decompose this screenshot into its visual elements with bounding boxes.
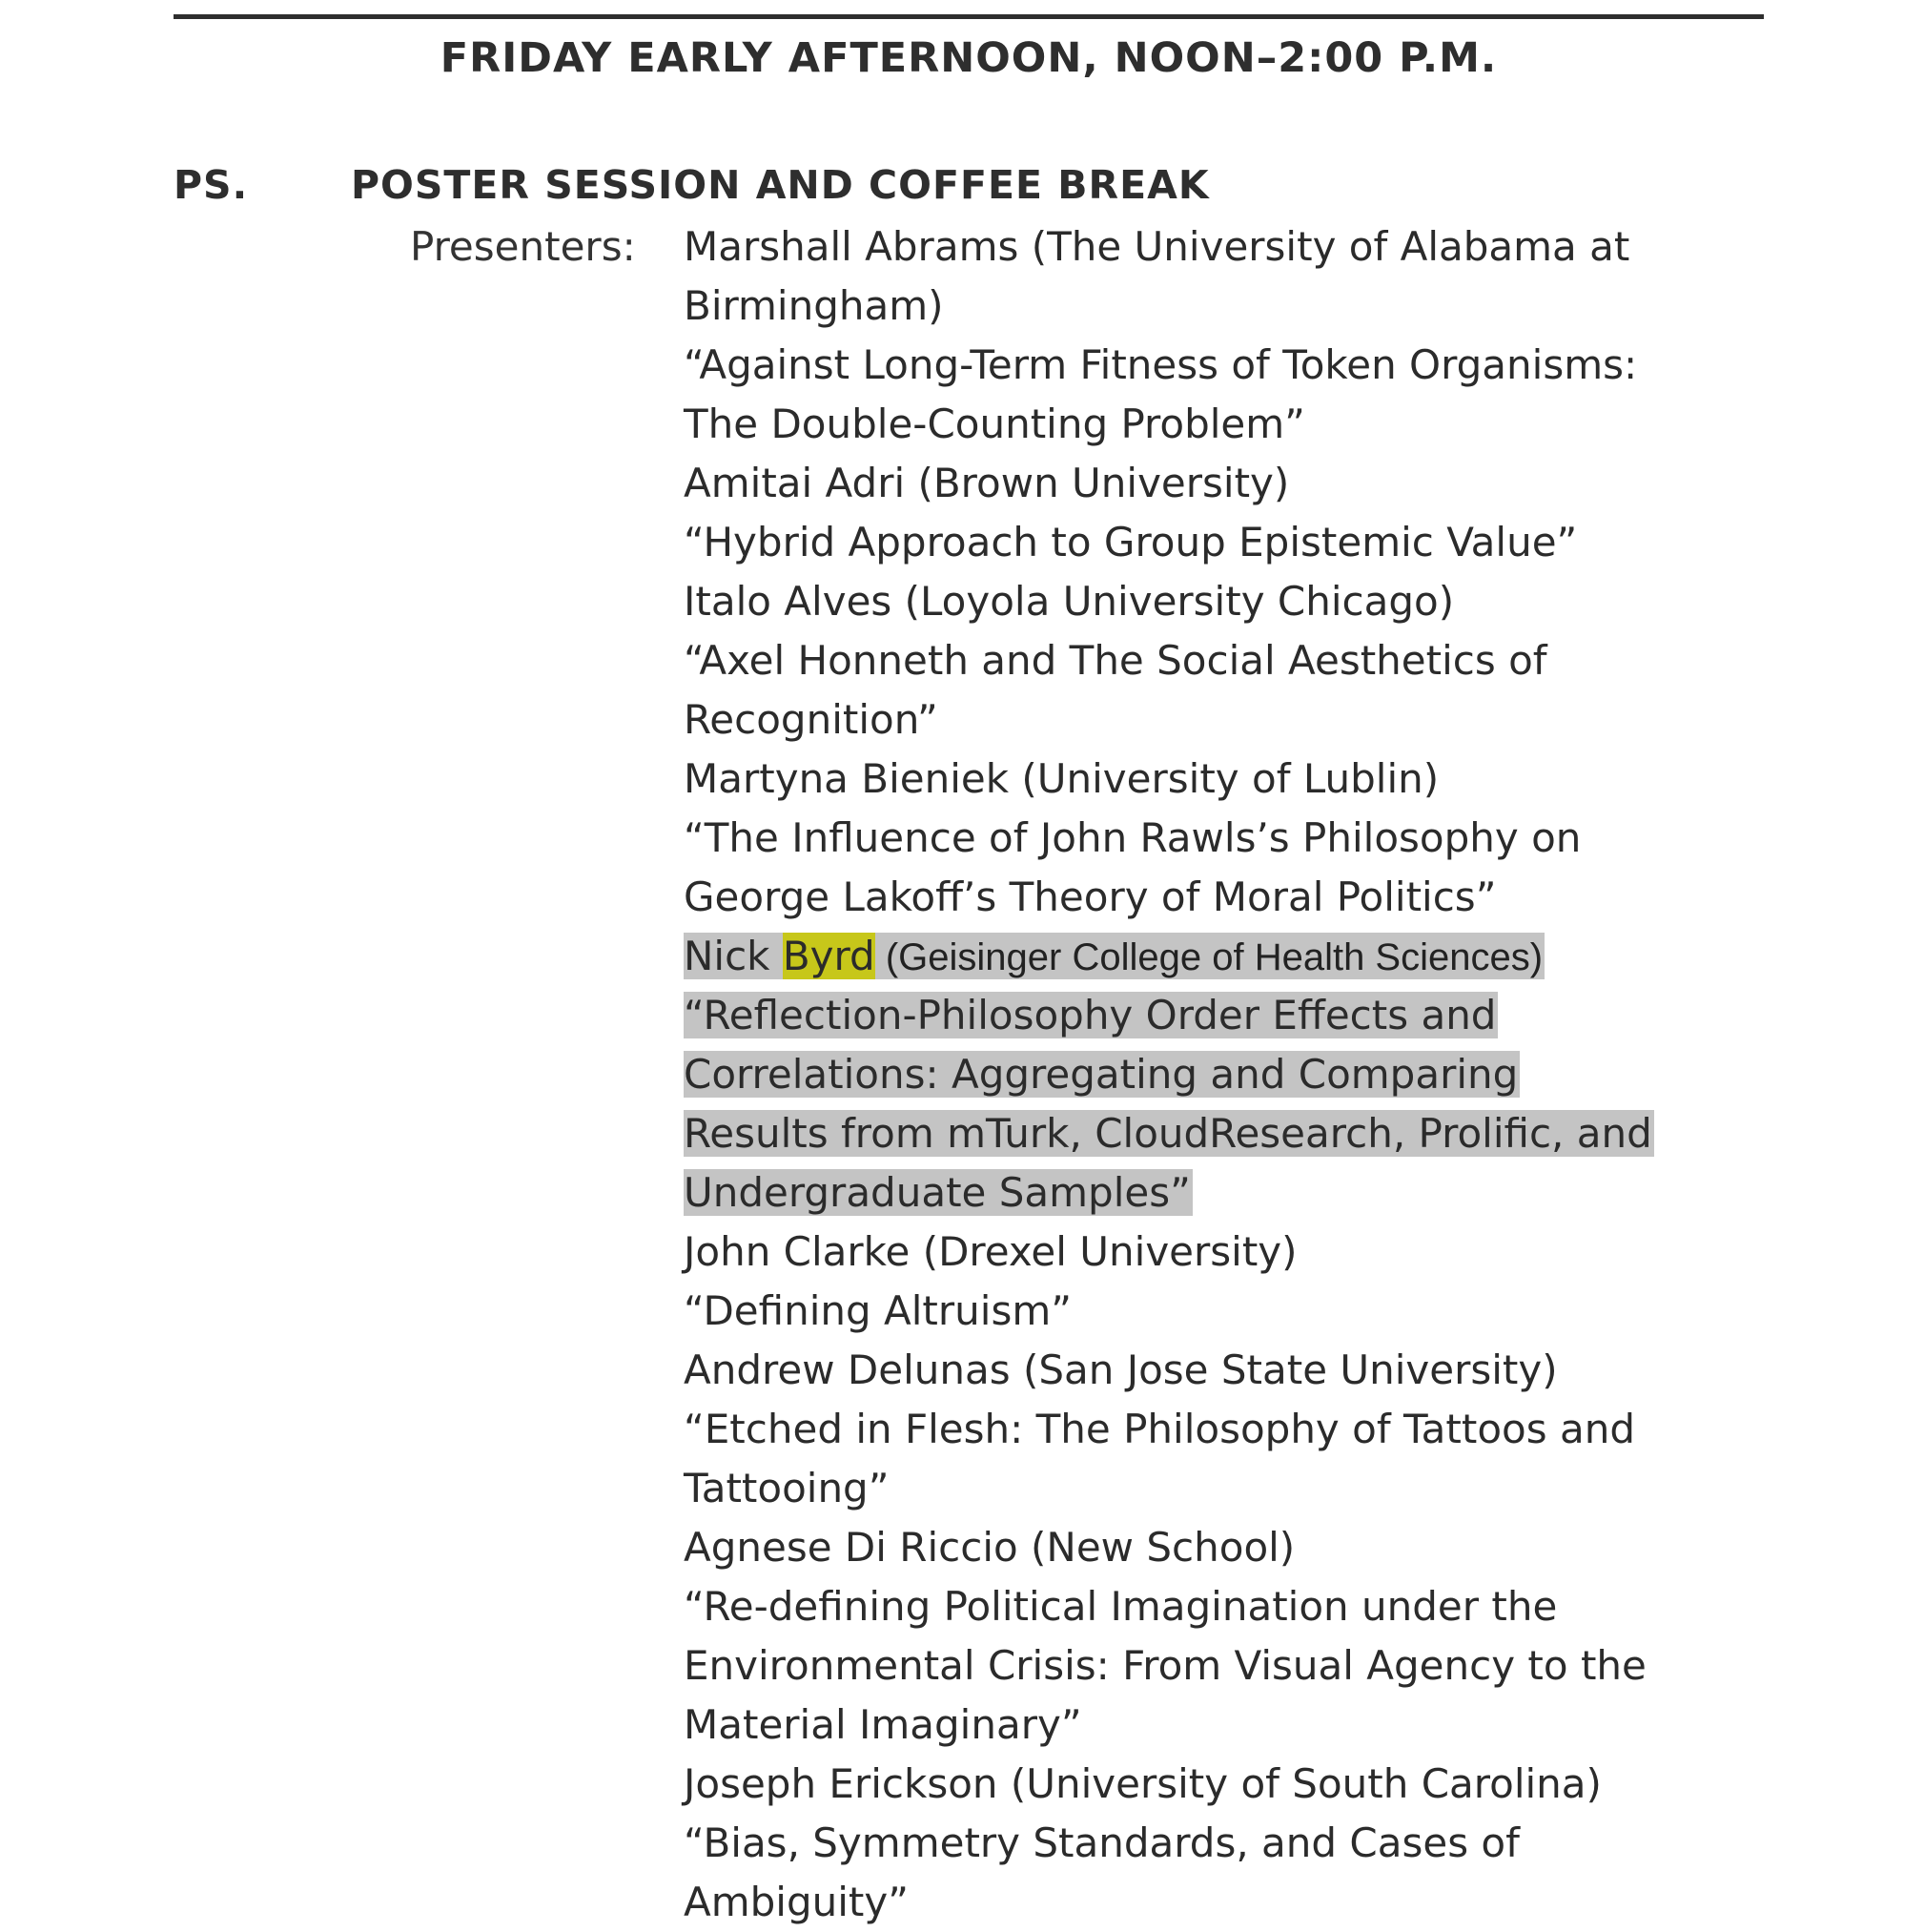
presenter-name-diriccio: Agnese Di Riccio (New School): [684, 1524, 1296, 1571]
paper-title-diriccio-1: “Re-defining Political Imagination under the: [684, 1583, 1558, 1630]
paper-title-clarke: “Defining Altruism”: [684, 1287, 1072, 1334]
presenter-affiliation-byrd: (Geisinger College of Health Sciences): [874, 936, 1544, 978]
paper-title-diriccio-3: Material Imaginary”: [684, 1701, 1082, 1748]
presenter-name-erickson: Joseph Erickson (University of South Carolina): [684, 1760, 1602, 1807]
presenter-name-abrams: Marshall Abrams (The University of Alabama at: [684, 223, 1630, 270]
paper-title-erickson-1: “Bias, Symmetry Standards, and Cases of: [684, 1819, 1520, 1866]
presenter-name-alves: Italo Alves (Loyola University Chicago): [684, 578, 1455, 625]
paper-title-byrd-2[interactable]: [684, 1045, 1742, 1104]
presenter-affiliation-abrams: Birmingham): [684, 282, 944, 329]
selected-text[interactable]: Correlations: Aggregating and Comparing: [684, 1051, 1519, 1098]
selection-highlight[interactable]: [684, 933, 1545, 979]
paper-title-erickson-2: Ambiguity”: [684, 1879, 910, 1925]
paper-title-abrams-1: “Against Long-Term Fitness of Token Organisms:: [684, 341, 1638, 388]
paper-title-byrd-4[interactable]: [684, 1163, 1742, 1223]
presenter-name-delunas: Andrew Delunas (San Jose State University): [684, 1346, 1558, 1393]
presenters-label: Presenters:: [410, 223, 636, 270]
paper-title-delunas-2: Tattooing”: [684, 1465, 890, 1511]
presenter-list: [684, 217, 1742, 1932]
session-code: PS.: [174, 162, 249, 208]
selected-text[interactable]: “Reflection-Philosophy Order Effects and: [684, 992, 1497, 1038]
presenter-name-bieniek: Martyna Bieniek (University of Lublin): [684, 755, 1440, 802]
paper-title-abrams-2: The Double-Counting Problem”: [684, 401, 1305, 447]
search-match-highlight[interactable]: Byrd: [782, 933, 875, 979]
page-title: FRIDAY EARLY AFTERNOON, NOON–2:00 P.M.: [440, 34, 1498, 82]
selected-text[interactable]: Results from mTurk, CloudResearch, Prolific, and: [684, 1110, 1652, 1157]
paper-title-alves-1: “Axel Honneth and The Social Aesthetics of: [684, 637, 1547, 684]
paper-title-alves-2: Recognition”: [684, 696, 938, 743]
paper-title-byrd-1[interactable]: [684, 986, 1742, 1045]
paper-title-byrd-3[interactable]: [684, 1104, 1742, 1163]
presenter-name-adri: Amitai Adri (Brown University): [684, 460, 1290, 506]
session-title: POSTER SESSION AND COFFEE BREAK: [351, 162, 1210, 208]
top-rule: [174, 14, 1764, 19]
presenter-name-byrd[interactable]: [684, 927, 1742, 986]
selected-text[interactable]: Undergraduate Samples”: [684, 1169, 1191, 1216]
paper-title-diriccio-2: Environmental Crisis: From Visual Agency to the: [684, 1642, 1647, 1689]
presenter-first-name-byrd: Nick: [684, 933, 783, 979]
paper-title-delunas-1: “Etched in Flesh: The Philosophy of Tattoos and: [684, 1406, 1635, 1452]
paper-title-bieniek-1: “The Influence of John Rawls’s Philosophy on: [684, 814, 1582, 861]
paper-title-adri: “Hybrid Approach to Group Epistemic Value”: [684, 519, 1578, 565]
presenter-name-clarke: John Clarke (Drexel University): [684, 1228, 1298, 1275]
paper-title-bieniek-2: George Lakoff’s Theory of Moral Politics”: [684, 874, 1497, 920]
